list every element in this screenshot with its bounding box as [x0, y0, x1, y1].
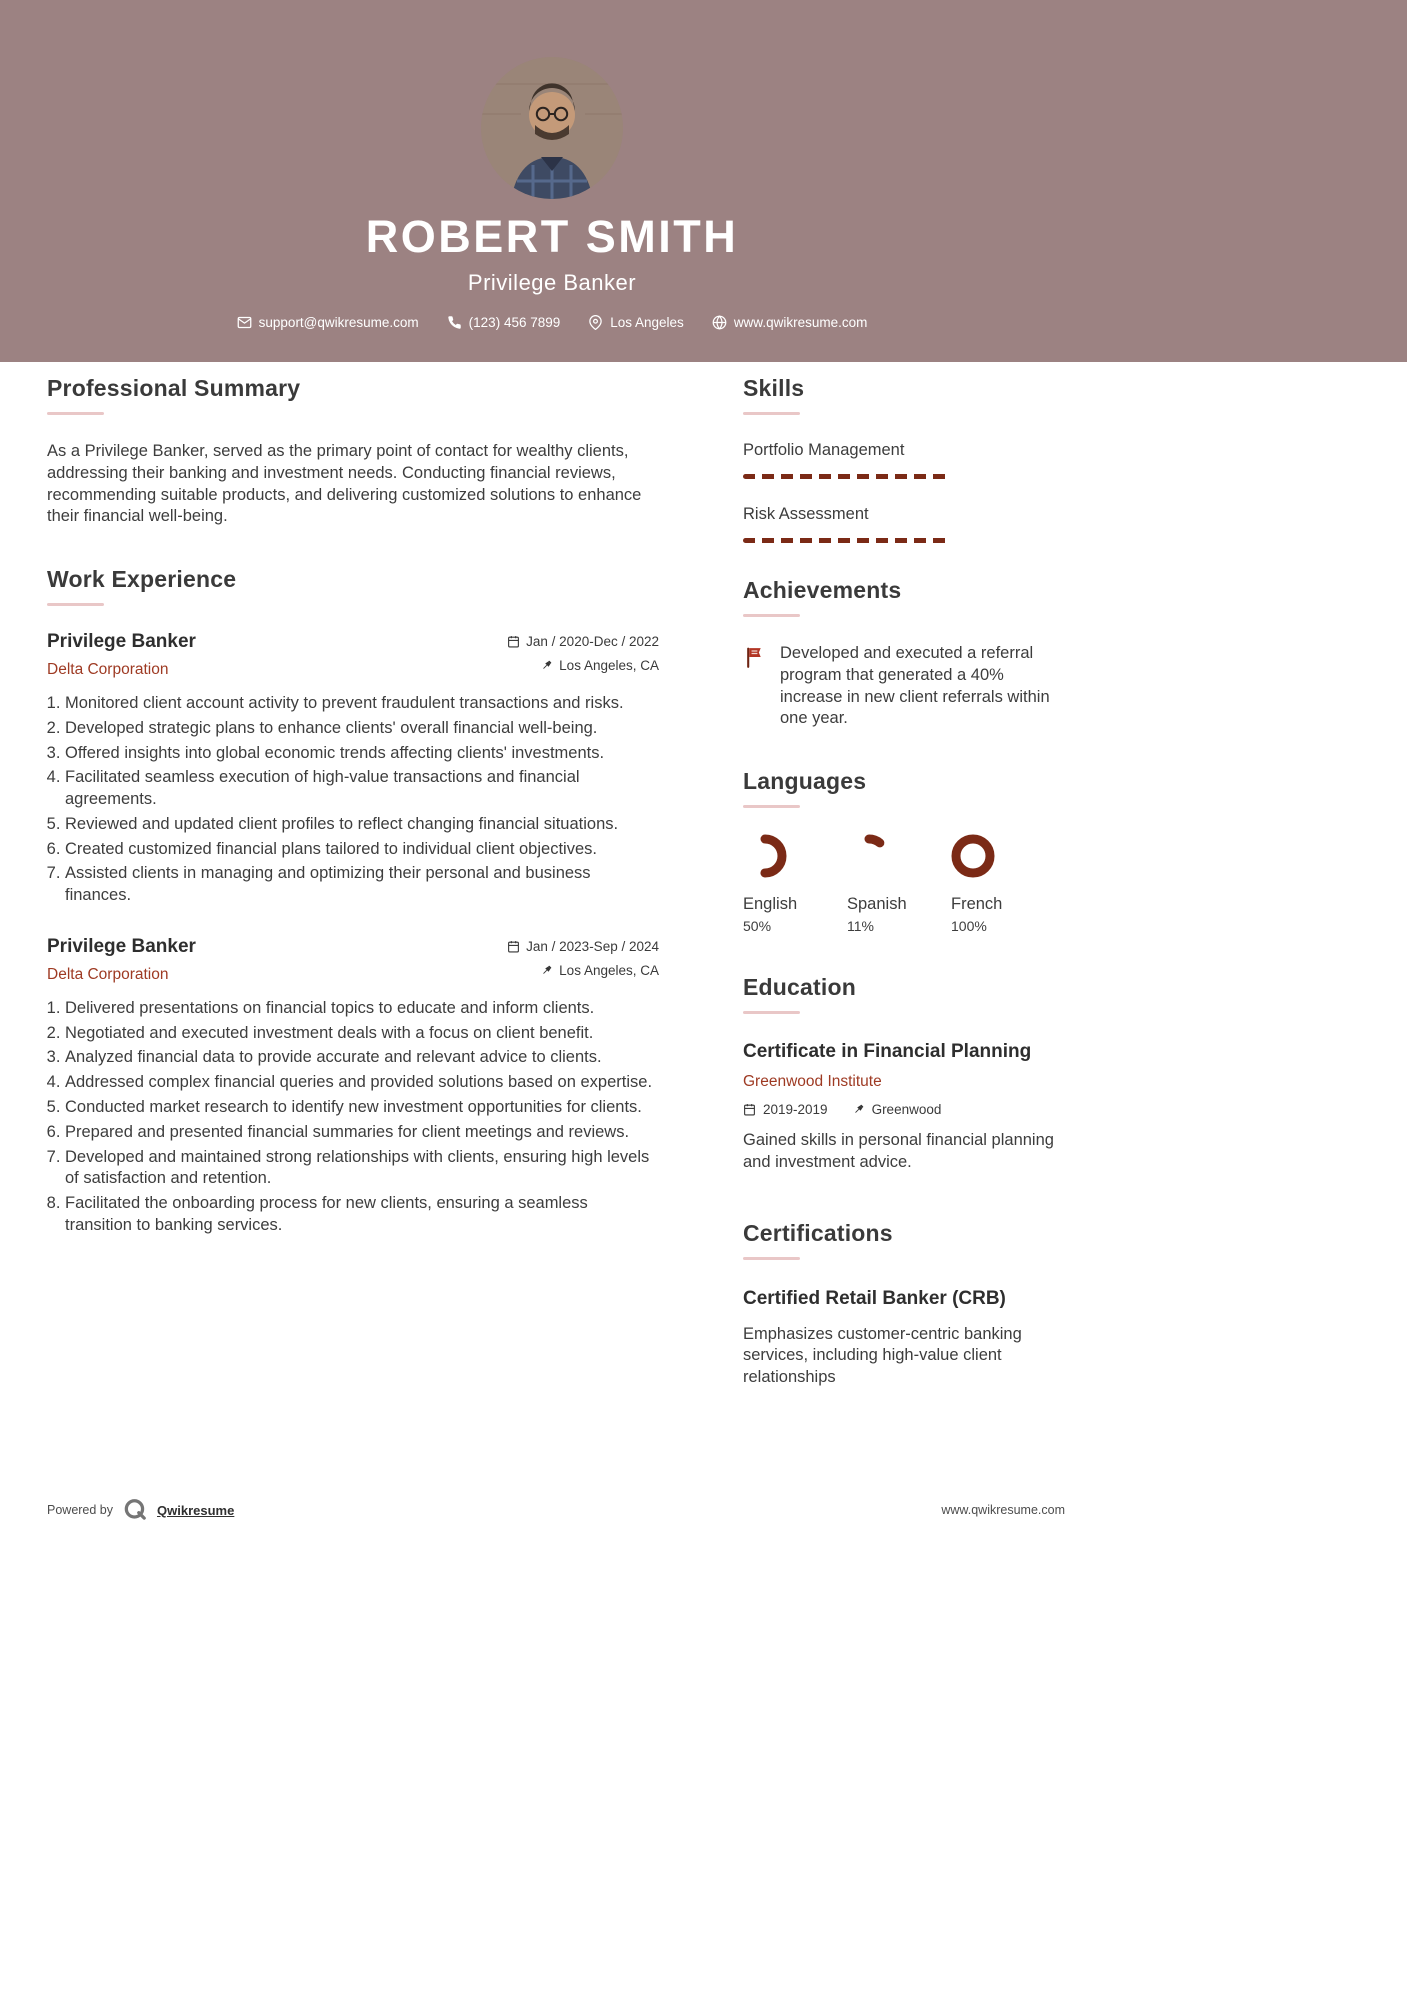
- skill-item: [743, 505, 1065, 543]
- language-percent: 11%: [847, 918, 874, 935]
- certifications-heading: Certifications: [743, 1219, 893, 1246]
- job-header: [47, 936, 659, 984]
- skill-level-bar: [743, 538, 948, 543]
- language-name: French: [951, 895, 1003, 914]
- languages-section: [743, 768, 1065, 934]
- header-content: [0, 0, 1104, 330]
- duty-item: 2. Negotiated and executed investment deals with a focus on client benefit.: [65, 1023, 659, 1045]
- education-heading: Education: [743, 974, 856, 1001]
- duty-item: 6. Prepared and presented financial summaries for client meetings and reviews.: [65, 1122, 659, 1144]
- heading-rule: [743, 412, 800, 415]
- powered-by-label: Powered by: [47, 1503, 114, 1517]
- achievement-flag-icon: [743, 645, 768, 670]
- pushpin-icon: [540, 659, 553, 672]
- footer-website: www.qwikresume.com: [941, 1503, 1065, 1517]
- duty-item: 5. Reviewed and updated client profiles to reflect changing financial situations.: [65, 814, 659, 836]
- languages-heading: Languages: [743, 768, 867, 795]
- duty-item: 7. Developed and maintained strong relationships with clients, ensuring high levels of satisfaction and retention.: [65, 1147, 659, 1191]
- language-percent: 50%: [743, 918, 772, 935]
- contact-phone: [447, 315, 561, 330]
- duties-list: [47, 693, 659, 907]
- duty-item: 7. Assisted clients in managing and optimizing their personal and business finances.: [65, 863, 659, 907]
- certification-title: Certified Retail Banker (CRB): [743, 1287, 1006, 1309]
- contact-email-text: support@qwikresume.com: [258, 315, 419, 330]
- duty-item: 4. Addressed complex financial queries and provided solutions based on expertise.: [65, 1072, 659, 1094]
- summary-heading: Professional Summary: [47, 375, 301, 401]
- contact-email: [237, 315, 419, 330]
- education-section: [743, 974, 1065, 1174]
- resume-body: [47, 362, 1065, 1389]
- left-column: [47, 375, 659, 1389]
- header-banner: [0, 0, 1407, 362]
- skill-level-bar: [743, 474, 948, 479]
- achievement-text: Developed and executed a referral program that generated a 40% increase in new client referrals within one year.: [780, 644, 1050, 728]
- language-item: [743, 834, 847, 934]
- calendar-icon: [507, 940, 520, 953]
- skill-item: [743, 441, 1065, 479]
- heading-rule: [47, 603, 104, 606]
- duty-item: 6. Created customized financial plans tailored to individual client objectives.: [65, 839, 659, 861]
- language-gauge: [743, 834, 787, 878]
- profile-photo-image: [481, 57, 623, 199]
- language-item: [847, 834, 951, 934]
- contact-website-text: www.qwikresume.com: [733, 315, 868, 330]
- job-dates-row: [507, 939, 659, 954]
- job-entry: [47, 631, 659, 907]
- contact-location: [588, 315, 684, 330]
- powered-by-block: [47, 1497, 234, 1523]
- language-gauge: [951, 834, 995, 878]
- candidate-name: ROBERT SMITH: [365, 211, 739, 262]
- mail-icon: [237, 315, 252, 330]
- job-dates-row: [507, 634, 659, 649]
- job-meta: [507, 631, 659, 673]
- skill-name: Risk Assessment: [743, 505, 869, 523]
- job-title-block: [47, 936, 196, 984]
- job-location-row: [507, 658, 659, 673]
- globe-icon: [712, 315, 727, 330]
- summary-text: As a Privilege Banker, served as the primary point of contact for wealthy clients, addressing their banking and investment needs. Conducting financial reviews, recommending suitable products, and delivering customized solutions to enhance their financial well-being.: [47, 442, 642, 526]
- contact-location-text: Los Angeles: [610, 315, 684, 330]
- education-school: Greenwood Institute: [743, 1073, 882, 1091]
- work-heading: Work Experience: [47, 566, 237, 593]
- certification-description: Emphasizes customer-centric banking services, including high-value client relationships: [743, 1324, 1022, 1387]
- language-name: English: [743, 895, 798, 914]
- duty-item: 3. Analyzed financial data to provide accurate and relevant advice to clients.: [65, 1047, 659, 1069]
- job-header: [47, 631, 659, 679]
- job-dates: Jan / 2020-Dec / 2022: [526, 634, 659, 650]
- job-meta: [507, 936, 659, 978]
- heading-rule: [743, 614, 800, 617]
- profile-photo: [481, 57, 623, 199]
- duty-item: 5. Conducted market research to identify new investment opportunities for clients.: [65, 1097, 659, 1119]
- qwikresume-link[interactable]: Qwikresume: [157, 1502, 235, 1518]
- calendar-icon: [507, 635, 520, 648]
- education-degree: Certificate in Financial Planning: [743, 1041, 1032, 1063]
- phone-icon: [447, 315, 462, 330]
- languages-row: [743, 834, 1065, 934]
- job-title: Privilege Banker: [47, 631, 196, 653]
- job-location-row: [507, 963, 659, 978]
- heading-rule: [743, 1011, 800, 1014]
- duties-list: [47, 998, 659, 1237]
- language-item: [951, 834, 1055, 934]
- heading-rule: [743, 1257, 800, 1260]
- duty-item: 1. Delivered presentations on financial topics to educate and inform clients.: [65, 998, 659, 1020]
- job-title: Privilege Banker: [47, 935, 196, 957]
- pushpin-icon: [852, 1103, 865, 1116]
- achievements-section: [743, 577, 1065, 730]
- duty-item: 1. Monitored client account activity to prevent fraudulent transactions and risks.: [65, 693, 659, 715]
- skills-section: [743, 375, 1065, 543]
- pushpin-icon: [540, 964, 553, 977]
- page-footer: [47, 1497, 1065, 1523]
- summary-section: [47, 375, 659, 528]
- duty-item: 2. Developed strategic plans to enhance clients' overall financial well-being.: [65, 718, 659, 740]
- contact-row: [0, 315, 1104, 330]
- map-pin-icon: [588, 315, 603, 330]
- education-meta: [743, 1102, 1065, 1117]
- heading-rule: [47, 412, 104, 415]
- education-dates: 2019-2019: [763, 1102, 828, 1118]
- duty-item: 3. Offered insights into global economic trends affecting clients' investments.: [65, 743, 659, 765]
- achievement-item: [743, 643, 1065, 730]
- job-location: Los Angeles, CA: [559, 962, 659, 978]
- language-percent: 100%: [951, 918, 987, 935]
- education-location: Greenwood: [871, 1102, 942, 1118]
- contact-website: [712, 315, 868, 330]
- job-company: Delta Corporation: [47, 661, 169, 679]
- language-name: Spanish: [847, 895, 907, 914]
- job-company: Delta Corporation: [47, 965, 169, 983]
- education-description: Gained skills in personal financial planning and investment advice.: [743, 1131, 1054, 1171]
- job-entry: [47, 936, 659, 1237]
- skills-heading: Skills: [743, 375, 805, 401]
- language-gauge: [847, 834, 891, 878]
- candidate-title: Privilege Banker: [467, 270, 637, 295]
- job-dates: Jan / 2023-Sep / 2024: [526, 938, 659, 954]
- achievements-heading: Achievements: [743, 577, 902, 603]
- duty-item: 4. Facilitated seamless execution of high-value transactions and financial agreements.: [65, 767, 659, 811]
- contact-phone-text: (123) 456 7899: [468, 315, 561, 330]
- job-title-block: [47, 631, 196, 679]
- work-experience-section: [47, 566, 659, 1237]
- right-column: [743, 375, 1065, 1389]
- job-location: Los Angeles, CA: [559, 658, 659, 674]
- calendar-icon: [743, 1103, 756, 1116]
- skill-name: Portfolio Management: [743, 441, 905, 459]
- duty-item: 8. Facilitated the onboarding process for new clients, ensuring a seamless transition to banking services.: [65, 1193, 659, 1237]
- certifications-section: [743, 1220, 1065, 1389]
- heading-rule: [743, 805, 800, 808]
- qwikresume-logo-icon: [122, 1497, 148, 1523]
